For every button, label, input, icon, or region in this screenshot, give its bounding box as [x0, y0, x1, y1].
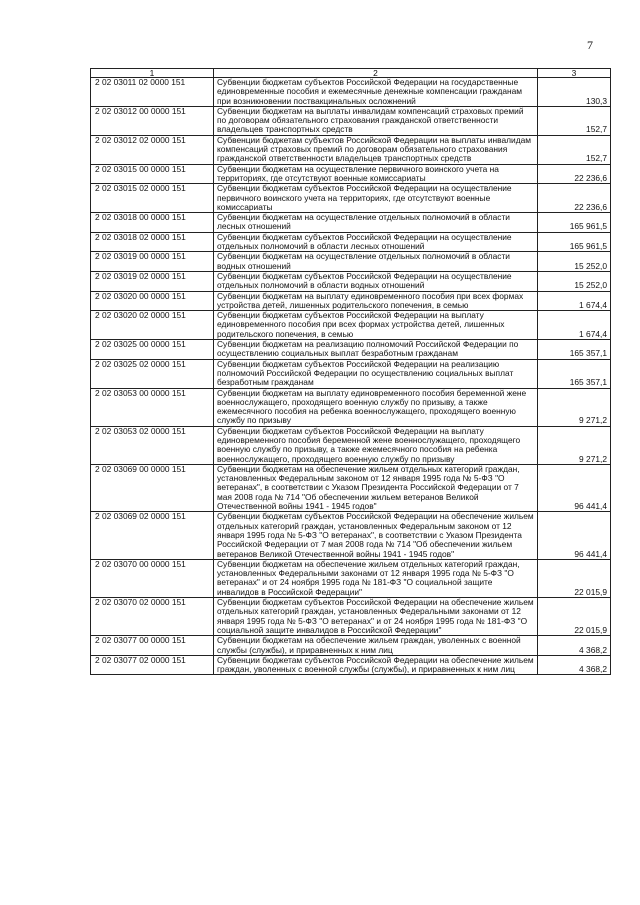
description-cell: Субвенции бюджетам субъектов Российской Федерации на осуществление первичного воинского учета на территориях, где отсутствуют военные комиссариаты [214, 184, 538, 213]
table-row [91, 184, 611, 213]
description-cell: Субвенции бюджетам субъектов Российской Федерации на реализацию полномочий Российской Федерации по осуществлению социальных выплат безработным гражданам [214, 359, 538, 388]
amount-cell: 4 368,2 [538, 636, 611, 656]
budget-code-cell: 2 02 03015 00 0000 151 [91, 164, 214, 184]
amount-cell: 9 271,2 [538, 388, 611, 426]
table-row [91, 598, 611, 636]
budget-code-cell: 2 02 03011 02 0000 151 [91, 78, 214, 107]
table-row [91, 359, 611, 388]
description-cell: Субвенции бюджетам на обеспечение жильем отдельных категорий граждан, установленных Федеральным законом от 12 января 1995 года № 5-ФЗ "О ветеранах", в соответствии с Указом Президента Российской Федерации от 7 мая 2008 года № 714 "Об обеспечении жильем ветеранов Великой Отечественной войны 1941 - 1945 годов" [214, 464, 538, 511]
budget-code-cell: 2 02 03053 02 0000 151 [91, 426, 214, 464]
description-cell: Субвенции бюджетам на реализацию полномочий Российской Федерации по осуществлению социальных выплат безработным гражданам [214, 340, 538, 360]
budget-code-cell: 2 02 03018 02 0000 151 [91, 232, 214, 252]
budget-code-cell: 2 02 03077 02 0000 151 [91, 655, 214, 675]
table-row [91, 388, 611, 426]
amount-cell: 9 271,2 [538, 426, 611, 464]
description-cell: Субвенции бюджетам на обеспечение жильем отдельных категорий граждан, установленных Федеральными законами от 12 января 1995 года № 5-ФЗ "О ветеранах" и от 24 ноября 1995 года № 181-ФЗ "О социальной защите инвалидов в Российской Федерации" [214, 559, 538, 597]
column-header-1: 1 [91, 69, 214, 78]
table-row [91, 252, 611, 272]
budget-code-cell: 2 02 03020 02 0000 151 [91, 311, 214, 340]
budget-code-cell: 2 02 03070 02 0000 151 [91, 598, 214, 636]
table-row [91, 655, 611, 675]
description-cell: Субвенции бюджетам субъектов Российской Федерации на осуществление отдельных полномочий в области водных отношений [214, 271, 538, 291]
budget-code-cell: 2 02 03069 02 0000 151 [91, 512, 214, 559]
amount-cell: 165 961,5 [538, 213, 611, 233]
amount-cell: 152,7 [538, 106, 611, 135]
table-row [91, 340, 611, 360]
description-cell: Субвенции бюджетам на осуществление отдельных полномочий в области водных отношений [214, 252, 538, 272]
amount-cell: 22 236,6 [538, 164, 611, 184]
table-row [91, 232, 611, 252]
table-row [91, 559, 611, 597]
description-cell: Субвенции бюджетам субъектов Российской Федерации на обеспечение жильем отдельных категорий граждан, установленных Федеральными законами от 12 января 1995 года № 5-ФЗ "О ветеранах" и от 24 ноября 1995 года № 181-ФЗ "О социальной защите инвалидов в Российской Федерации" [214, 598, 538, 636]
description-cell: Субвенции бюджетам на осуществление первичного воинского учета на территориях, где отсутствуют военные комиссариаты [214, 164, 538, 184]
column-header-2: 2 [214, 69, 538, 78]
amount-cell: 130,3 [538, 78, 611, 107]
budget-code-cell: 2 02 03019 02 0000 151 [91, 271, 214, 291]
description-cell: Субвенции бюджетам субъектов Российской Федерации на обеспечение жильем отдельных категорий граждан, установленных Федеральным законом от 12 января 1995 года № 5-ФЗ "О ветеранах", в соответствии с Указом Президента Российской Федерации от 7 мая 2008 года № 714 "Об обеспечении жильем ветеранов Великой Отечественной войны 1941 - 1945 годов" [214, 512, 538, 559]
amount-cell: 165 961,5 [538, 232, 611, 252]
page-number: 7 [587, 38, 593, 52]
amount-cell: 1 674,4 [538, 311, 611, 340]
description-cell: Субвенции бюджетам на выплату единовременного пособия при всех формах устройства детей, лишенных родительского попечения, в семью [214, 291, 538, 311]
budget-code-cell: 2 02 03018 00 0000 151 [91, 213, 214, 233]
column-header-3: 3 [538, 69, 611, 78]
amount-cell: 96 441,4 [538, 464, 611, 511]
table-row [91, 311, 611, 340]
description-cell: Субвенции бюджетам субъектов Российской Федерации на осуществление отдельных полномочий в области лесных отношений [214, 232, 538, 252]
description-cell: Субвенции бюджетам на обеспечение жильем граждан, уволенных с военной службы (службы), и приравненных к ним лиц [214, 636, 538, 656]
table-row [91, 464, 611, 511]
budget-code-cell: 2 02 03020 00 0000 151 [91, 291, 214, 311]
amount-cell: 22 015,9 [538, 559, 611, 597]
budget-table [90, 68, 611, 675]
budget-code-cell: 2 02 03012 00 0000 151 [91, 106, 214, 135]
budget-code-cell: 2 02 03012 02 0000 151 [91, 135, 214, 164]
budget-code-cell: 2 02 03025 00 0000 151 [91, 340, 214, 360]
table-row [91, 426, 611, 464]
description-cell: Субвенции бюджетам субъектов Российской Федерации на выплату единовременного пособия при всех формах устройства детей, лишенных родительского попечения, в семью [214, 311, 538, 340]
table-row [91, 271, 611, 291]
table-row [91, 135, 611, 164]
description-cell: Субвенции бюджетам субъектов Российской Федерации на обеспечение жильем граждан, уволенных с военной службы (службы), и приравненных к ним лиц [214, 655, 538, 675]
amount-cell: 96 441,4 [538, 512, 611, 559]
table-row [91, 512, 611, 559]
table-row [91, 636, 611, 656]
amount-cell: 15 252,0 [538, 252, 611, 272]
amount-cell: 165 357,1 [538, 340, 611, 360]
amount-cell: 1 674,4 [538, 291, 611, 311]
amount-cell: 165 357,1 [538, 359, 611, 388]
budget-code-cell: 2 02 03025 02 0000 151 [91, 359, 214, 388]
budget-code-cell: 2 02 03015 02 0000 151 [91, 184, 214, 213]
table-row [91, 164, 611, 184]
amount-cell: 152,7 [538, 135, 611, 164]
amount-cell: 22 015,9 [538, 598, 611, 636]
budget-code-cell: 2 02 03077 00 0000 151 [91, 636, 214, 656]
table-row [91, 78, 611, 107]
description-cell: Субвенции бюджетам на осуществление отдельных полномочий в области лесных отношений [214, 213, 538, 233]
amount-cell: 15 252,0 [538, 271, 611, 291]
budget-code-cell: 2 02 03053 00 0000 151 [91, 388, 214, 426]
amount-cell: 4 368,2 [538, 655, 611, 675]
description-cell: Субвенции бюджетам субъектов Российской Федерации на выплату единовременного пособия беременной жене военнослужащего, проходящего военную службу по призыву, а также ежемесячного пособия на ребенка военнослужащего, проходящего военную службу по призыву [214, 426, 538, 464]
table-row [91, 106, 611, 135]
description-cell: Субвенции бюджетам на выплаты инвалидам компенсаций страховых премий по договорам обязательного страхования гражданской ответственности владельцев транспортных средств [214, 106, 538, 135]
description-cell: Субвенции бюджетам на выплату единовременного пособия беременной жене военнослужащего, проходящего военную службу по призыву, а также ежемесячного пособия на ребенка военнослужащего, проходящего военную службу по призыву [214, 388, 538, 426]
amount-cell: 22 236,6 [538, 184, 611, 213]
budget-code-cell: 2 02 03069 00 0000 151 [91, 464, 214, 511]
budget-code-cell: 2 02 03019 00 0000 151 [91, 252, 214, 272]
budget-code-cell: 2 02 03070 00 0000 151 [91, 559, 214, 597]
table-row [91, 213, 611, 233]
description-cell: Субвенции бюджетам субъектов Российской Федерации на выплаты инвалидам компенсаций страховых премий по договорам обязательного страхования гражданской ответственности владельцев транспортных средств [214, 135, 538, 164]
description-cell: Субвенции бюджетам субъектов Российской Федерации на государственные единовременные пособия и ежемесячные денежные компенсации гражданам при возникновении поствакцинальных осложнений [214, 78, 538, 107]
table-row [91, 291, 611, 311]
